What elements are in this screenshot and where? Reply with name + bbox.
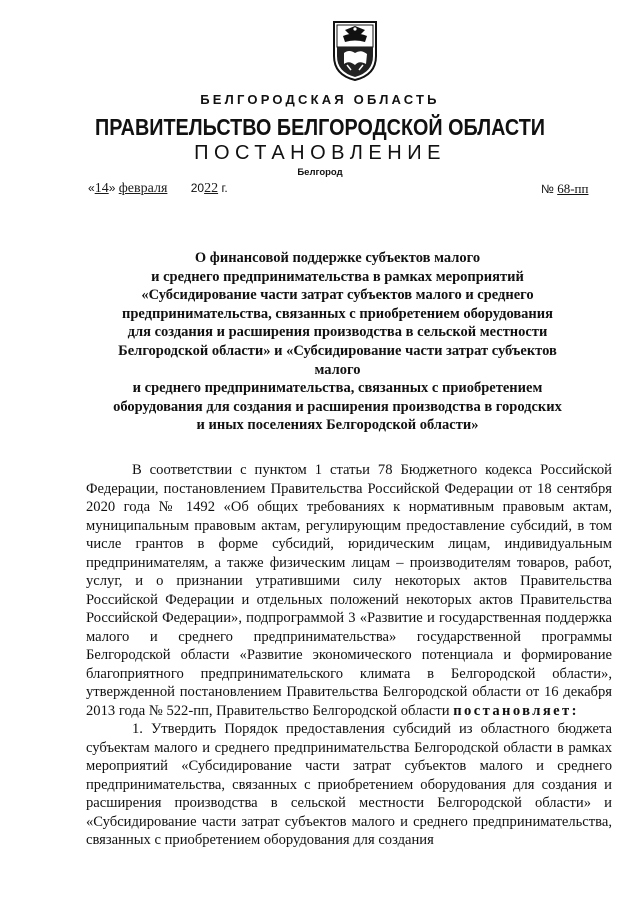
title-line: и среднего предпринимательства в рамках мероприятий: [151, 268, 524, 285]
document-title: [100, 249, 575, 435]
title-line: и среднего предпринимательства, связанных с приобретением: [132, 380, 543, 397]
belgorod-coat-of-arms-icon: [331, 20, 379, 82]
title-line: оборудования для создания и расширения производства в городских: [113, 398, 562, 415]
title-line: для создания и расширения производства в сельской местности: [127, 324, 548, 341]
item-1-paragraph: 1. Утвердить Порядок предоставления субсидий из областного бюджета субъектам малого и среднего предпринимательства Белгородской области в рамках мероприятий «Субсидирование части затрат субъектов малого и среднего предпринимательства, связанных с приобретением оборудования для создания и расширения производства в сельской местности Белгородской области» и «Субсидирование части затрат субъектов малого и среднего предпринимательства, связанных с приобретением оборудования для создания: [86, 721, 612, 848]
document-body: [86, 461, 612, 850]
date-close-quote: »: [108, 181, 116, 195]
title-line: Белгородской области» и «Субсидирование части затрат субъектов малого: [118, 342, 557, 378]
city-name: Белгород: [297, 167, 343, 178]
preamble-paragraph: [86, 461, 612, 720]
date-open-quote: «: [88, 181, 95, 195]
title-line: О финансовой поддержке субъектов малого: [194, 250, 481, 266]
document-number: [541, 181, 588, 197]
government-name: ПРАВИТЕЛЬСТВО БЕЛГОРОДСКОЙ ОБЛАСТИ: [95, 114, 545, 140]
number-value: 68-пп: [557, 181, 589, 196]
date-year-prefix: 20: [190, 181, 205, 195]
date-month: февраля: [118, 181, 168, 196]
document-date: [88, 181, 228, 197]
date-year-suffix: 22: [204, 181, 219, 196]
preamble-text: В соответствии с пунктом 1 статьи 78 Бюджетного кодекса Российской Федерации, постановлением Правительства Российской Федерации от 18 сентября 2020 года № 1492 «Об общих требованиях к нормативным правовым актам, муниципальным правовым актам, регулирующим предоставление субсидий, в том числе грантов в форме субсидий, юридическим лицам, индивидуальным предпринимателям, а также физическим лицам – производителям товаров, работ, услуг, и о признании утратившими силу некоторых актов Правительства Российской Федерации и отдельных положений некоторых актов Правительства Российской Федерации», подпрограммой 3 «Развитие и государственная поддержка малого и среднего предпринимательства» государственной программы Белгородской области «Развитие экономического потенциала и формирование благоприятного предпринимательского климата в Белгородской области», утвержденной постановлением Правительства Белгородской области от 16 декабря 2013 года № 522-пп, Правительство Белгородской области: [86, 462, 612, 719]
title-line: «Субсидирование части затрат субъектов малого и среднего: [141, 287, 534, 304]
title-line: предпринимательства, связанных с приобретением оборудования: [122, 305, 553, 322]
number-label: №: [541, 182, 554, 196]
region-name: БЕЛГОРОДСКАЯ ОБЛАСТЬ: [200, 92, 440, 107]
date-day: 14: [94, 181, 109, 196]
title-line: и иных поселениях Белгородской области»: [196, 417, 479, 434]
resolves-word: постановляет:: [453, 702, 579, 719]
document-type: ПОСТАНОВЛЕНИЕ: [194, 142, 446, 164]
date-year-suffix-label: г.: [221, 181, 228, 195]
